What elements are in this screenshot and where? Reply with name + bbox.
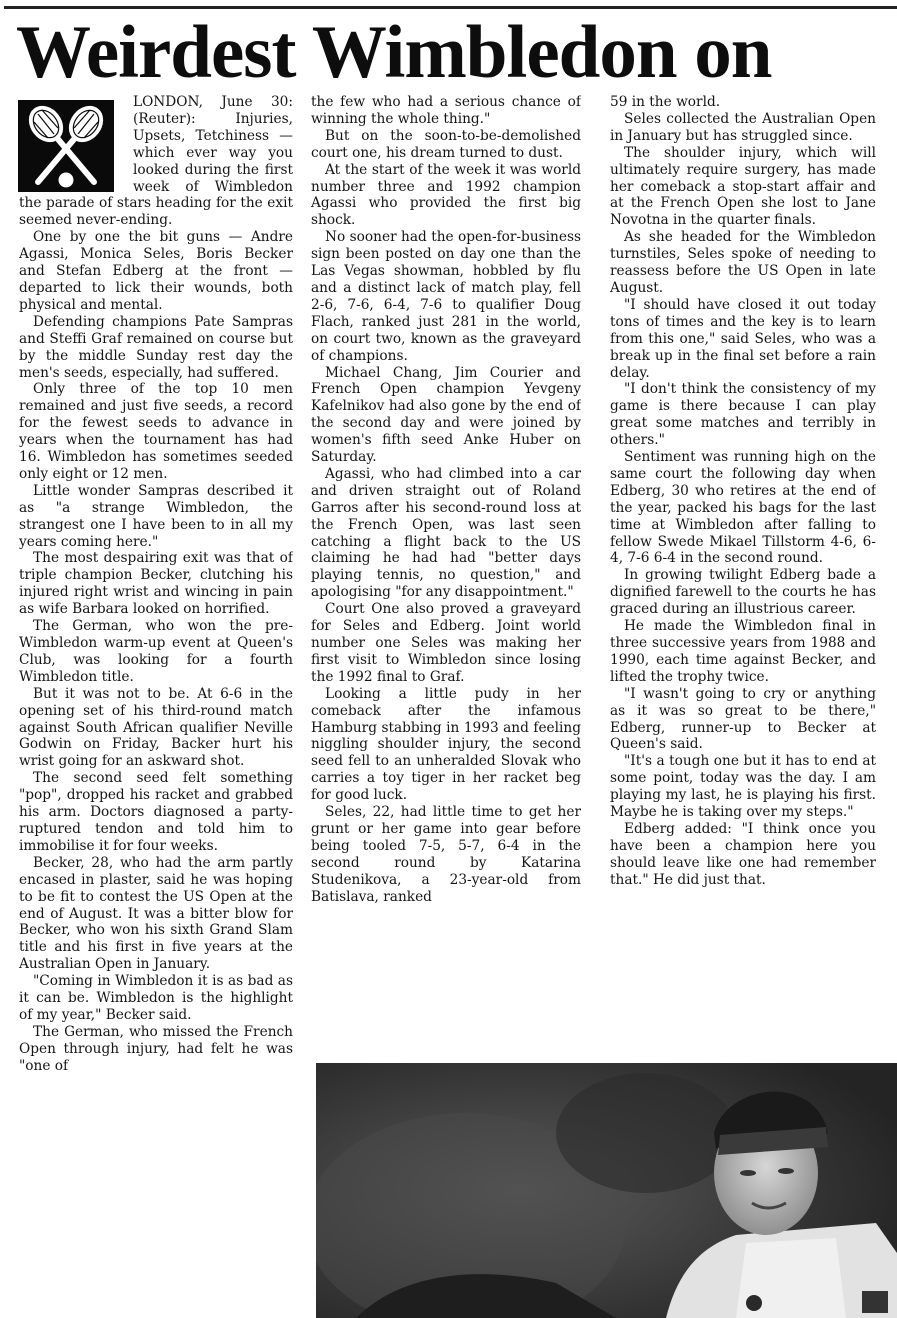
paragraph: Edberg added: "I think once you have been a champion here you should leave like one had remember that." He did just that. xyxy=(610,820,876,888)
paragraph: No sooner had the open-for-business sign been posted on day one than the Las Vegas showman, hobbled by flu and a distinct lack of match play, fell 2-6, 7-6, 6-4, 7-6 to qualifier Doug Flach, ranked just 281 in the world, on court two, known as the graveyard of champions. xyxy=(311,229,581,364)
paragraph: Court One also proved a graveyard for Seles and Edberg. Joint world number one Seles was making her first visit to Wimbledon since losing the 1992 final to Graf. xyxy=(311,601,581,685)
paragraph: Seles, 22, had little time to get her grunt or her game into gear before being tooled 7-5, 5-7, 6-4 in the second round by Katarina Studenikova, a 23-year-old from Batislava, ranked xyxy=(311,804,581,905)
paragraph: "I don't think the consistency of my game is there because I can play great some matches and terribly in others." xyxy=(610,381,876,449)
paragraph: Seles collected the Australian Open in January but has struggled since. xyxy=(610,110,876,144)
paragraph: The German, who missed the French Open through injury, had felt he was "one of xyxy=(19,1023,293,1074)
tennis-player-photo xyxy=(316,1063,897,1318)
paragraph: As she headed for the Wimbledon turnstiles, Seles spoke of needing to reassess before the US Open in late August. xyxy=(610,229,876,296)
top-rule xyxy=(4,6,897,9)
paragraph: Sentiment was running high on the same court the following day when Edberg, 30 who retires at the end of the year, packed his bags for the last time at Wimbledon after falling to fellow Swede Mikael Tillstorm 4-6, 6-4, 7-6 6-4 in the second round. xyxy=(610,449,876,567)
paragraph: The second seed felt something "pop", dropped his racket and grabbed his arm. Doctors diagnosed a party-ruptured tendon and told him to immobilise it for four weeks. xyxy=(19,770,293,854)
paragraph: LONDON, June 30: (Reuter): Injuries, Upsets, Tetchiness — which ever way you looked during the first week of Wimbledon the parade of stars heading for the exit seemed never-ending. xyxy=(19,94,293,229)
paragraph: One by one the bit guns — Andre Agassi, Monica Seles, Boris Becker and Stefan Edberg at the front — departed to lick their wounds, both physical and mental. xyxy=(19,229,293,313)
paragraph: Only three of the top 10 men remained and just five seeds, a record for the fewest seeds to advance in years when the tournament has had 16. Wimbledon has sometimes seeded only eight or 12 men. xyxy=(19,381,293,482)
paragraph: "It's a tough one but it has to end at some point, today was the day. I am playing my last, he is playing his first. Maybe he is taking over my steps." xyxy=(610,753,876,821)
paragraph: "I should have closed it out today tons of times and the key is to learn from this one," said Seles, who was a break up in the final set before a rain delay. xyxy=(610,296,876,381)
paragraph: 59 in the world. xyxy=(610,94,721,110)
article-column-3 xyxy=(610,94,876,1060)
paragraph: "Coming in Wimbledon it is as bad as it can be. Wimbledon is the highlight of my year," Becker said. xyxy=(19,973,293,1023)
article-column-1 xyxy=(19,94,293,1318)
paragraph: But it was not to be. At 6-6 in the opening set of his third-round match against South African qualifier Neville Godwin on Friday, Backer hurt his wrist going for an askward shot. xyxy=(19,685,293,770)
paragraph: In growing twilight Edberg bade a dignified farewell to the courts he has graced during an illustrious career. xyxy=(610,567,876,618)
paragraph: The German, who won the pre-Wimbledon warm-up event at Queen's Club, was looking for a fourth Wimbledon title. xyxy=(19,618,293,685)
paragraph: Agassi, who had climbed into a car and driven straight out of Roland Garros after his second-round loss at the French Open, was last seen catching a flight back to the US claiming he had had "better days playing tennis, no question," and apologising "for any disappointment." xyxy=(311,465,581,601)
paragraph: Looking a little pudy in her comeback after the infamous Hamburg stabbing in 1993 and feeling niggling shoulder injury, the second seed fell to an unheralded Slovak who carries a toy tiger in her racket beg for good luck. xyxy=(311,685,581,804)
paragraph: Defending champions Pate Sampras and Steffi Graf remained on course but by the middle Sunday rest day the men's seeds, especially, had suffered. xyxy=(19,313,293,381)
paragraph: Michael Chang, Jim Courier and French Open champion Yevgeny Kafelnikov had also gone by the end of the second day and were joined by women's fifth seed Anke Huber on Saturday. xyxy=(311,364,581,466)
paragraph: Becker, 28, who had the arm partly encased in plaster, said he was hoping to be fit to contest the US Open at the end of August. It was a bitter blow for Becker, who won his sixth Grand Slam title and his first in five years at the Australian Open in January. xyxy=(19,854,293,973)
paragraph: The shoulder injury, which will ultimately require surgery, has made her comeback a stop-start affair and at the French Open she lost to Jane Novotna in the quarter finals. xyxy=(610,144,876,229)
paragraph: Little wonder Sampras described it as "a strange Wimbledon, the strangest one I have been to in all my years coming here." xyxy=(19,482,293,550)
paragraph: The most despairing exit was that of triple champion Becker, clutching his injured right wrist and wincing in pain as wife Barbara looked on horrified. xyxy=(19,550,293,618)
paragraph: He made the Wimbledon final in three successive years from 1988 and 1990, each time against Becker, and lifted the trophy twice. xyxy=(610,618,876,685)
headline: Weirdest Wimbledon on xyxy=(16,11,772,94)
paragraph: "I wasn't going to cry or anything as it was so great to be there," Edberg, runner-up to Becker at Queen's said. xyxy=(610,685,876,753)
paragraph: But on the soon-to-be-demolished court one, his dream turned to dust. xyxy=(311,127,581,161)
paragraph: the few who had a serious chance of winning the whole thing." xyxy=(311,94,581,127)
paragraph: At the start of the week it was world number three and 1992 champion Agassi who provided the first big shock. xyxy=(311,161,581,229)
